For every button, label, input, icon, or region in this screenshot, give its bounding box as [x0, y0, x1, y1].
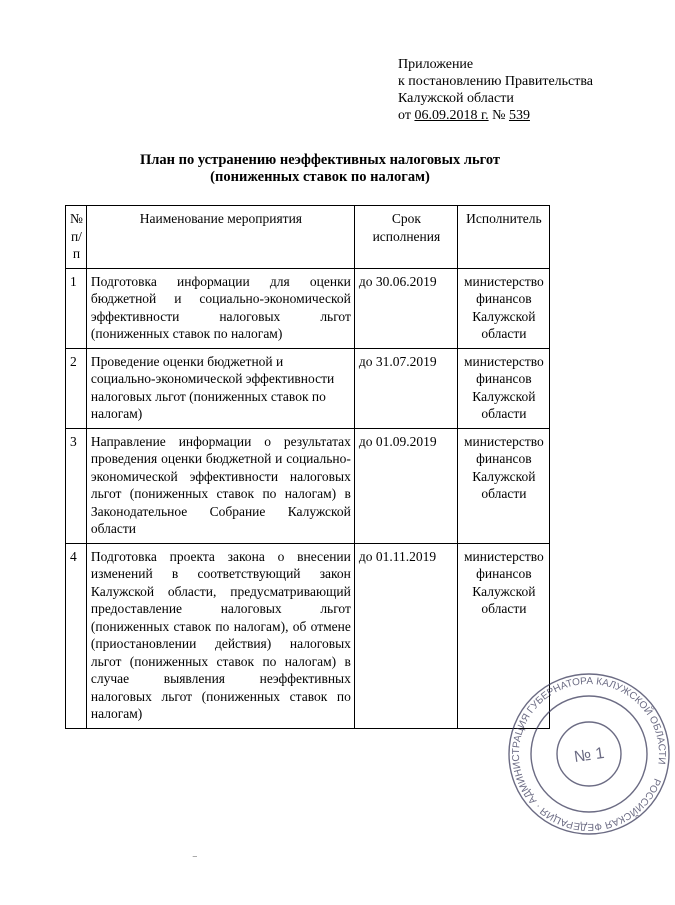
- header-num: № п/п: [66, 206, 87, 269]
- header-executor: Исполнитель: [457, 206, 549, 269]
- row-name: Подготовка информации для оценки бюджетной и социально-экономической эффективности налоговых льгот (пониженных ставок по налогам): [86, 268, 354, 348]
- appendix-date-line: [398, 107, 593, 124]
- seal-outer-text: РОССИЙСКАЯ ФЕДЕРАЦИЯ · АДМИНИСТРАЦИЯ ГУБЕРНАТОРА КАЛУЖСКОЙ ОБЛАСТИ: [510, 675, 668, 833]
- table-header-row: [66, 206, 550, 269]
- row-num: 3: [66, 428, 87, 543]
- row-executor: министерство финансов Калужской области: [457, 348, 549, 428]
- table-row: [66, 348, 550, 428]
- appendix-resolution: к постановлению Правительства: [398, 74, 594, 89]
- row-name: Подготовка проекта закона о внесении изменений в соответствующий закон Калужской области, предусматривающий предоставление налоговых льгот (пониженных ставок по налогам), об отмене (приостановлении действия) налоговых льгот (пониженных ставок по налогам) в случае выявления неэффективных налоговых льгот (пониженных ставок по налогам): [86, 543, 354, 728]
- row-date: до 01.09.2019: [354, 428, 457, 543]
- row-executor: министерство финансов Калужской области: [457, 543, 549, 728]
- appendix-region: Калужской области: [398, 91, 514, 106]
- document-title: [0, 152, 640, 186]
- header-name: Наименование мероприятия: [86, 206, 354, 269]
- row-executor: министерство финансов Калужской области: [457, 428, 549, 543]
- official-seal-stamp: [503, 668, 675, 840]
- header-date: Срок исполнения: [354, 206, 457, 269]
- row-num: 2: [66, 348, 87, 428]
- page-mark: ‾: [193, 856, 197, 868]
- row-date: до 01.11.2019: [354, 543, 457, 728]
- seal-center-number: № 1: [572, 744, 606, 767]
- number-label: №: [488, 108, 509, 123]
- resolution-number: 539: [508, 108, 530, 123]
- row-name: Направление информации о результатах проведения оценки бюджетной и социально-экономической эффективности налоговых льгот (пониженных ставок по налогам) в Законодательное Собрание Калужской области: [86, 428, 354, 543]
- table-row: [66, 428, 550, 543]
- title-line-2: (пониженных ставок по налогам): [210, 169, 430, 185]
- title-line-1: План по устранению неэффективных налоговых льгот: [139, 152, 501, 168]
- table-row: [66, 268, 550, 348]
- appendix-block: [398, 56, 593, 124]
- plan-table: [65, 205, 550, 729]
- row-num: 1: [66, 268, 87, 348]
- row-num: 4: [66, 543, 87, 728]
- row-executor: министерство финансов Калужской области: [457, 268, 549, 348]
- row-name: Проведение оценки бюджетной и социально-экономической эффективности налоговых льгот (пониженных ставок по налогам): [86, 348, 354, 428]
- resolution-date: 06.09.2018 г.: [414, 108, 489, 123]
- row-date: до 31.07.2019: [354, 348, 457, 428]
- appendix-label: Приложение: [398, 57, 474, 72]
- table-row: [66, 543, 550, 728]
- date-prefix: от: [398, 108, 415, 123]
- row-date: до 30.06.2019: [354, 268, 457, 348]
